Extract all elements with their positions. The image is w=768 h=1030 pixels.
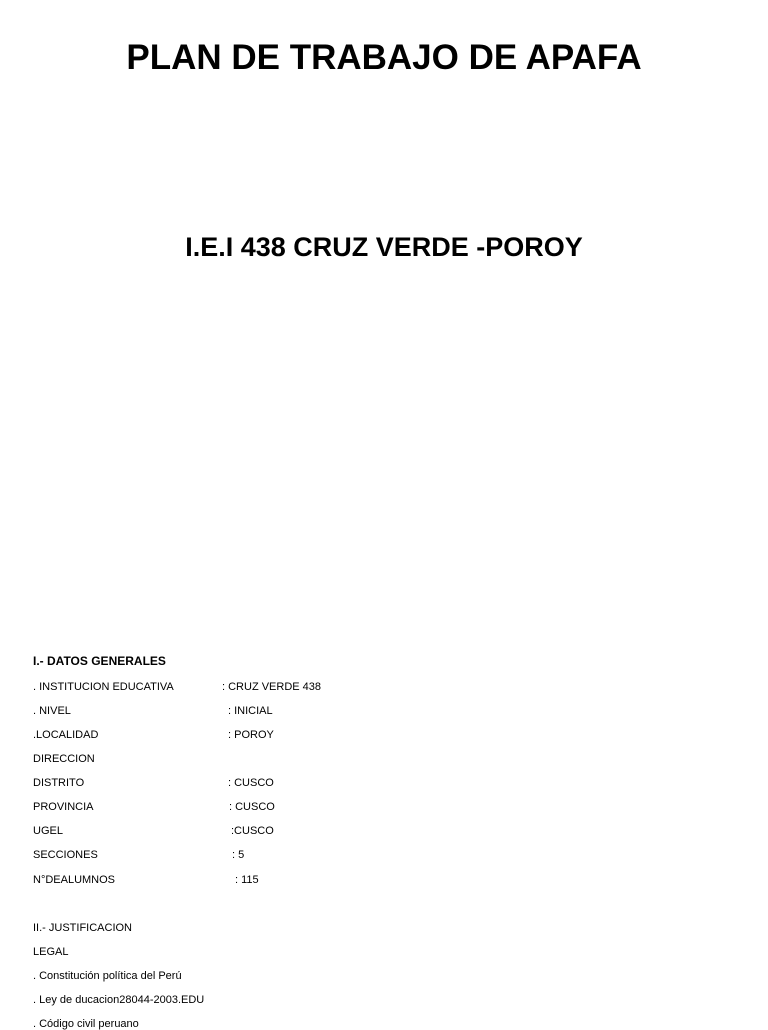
section-heading-datos-generales: I.- DATOS GENERALES <box>33 654 166 668</box>
data-row-label: SECCIONES <box>33 849 98 861</box>
legal-item: . Ley de ducacion28044-2003.EDU <box>33 994 205 1006</box>
legal-item: . Constitución política del Perú <box>33 970 182 982</box>
document-title: PLAN DE TRABAJO DE APAFA <box>126 38 642 77</box>
data-row-label: PROVINCIA <box>33 801 94 813</box>
data-row-value: : CRUZ VERDE 438 <box>222 681 322 693</box>
data-row-label: . NIVEL <box>33 705 71 717</box>
data-row-value: : CUSCO <box>228 777 274 789</box>
data-row-distrito <box>33 777 433 791</box>
data-row-localidad <box>33 729 433 743</box>
data-row-value: : INICIAL <box>228 705 273 717</box>
data-row-direccion <box>33 753 433 767</box>
data-row-label: DIRECCION <box>33 753 95 765</box>
data-row-numero-alumnos <box>33 874 433 888</box>
data-row-ugel <box>33 825 433 839</box>
data-row-value: : POROY <box>228 729 274 741</box>
data-row-value: : CUSCO <box>229 801 275 813</box>
institution-subtitle: I.E.I 438 CRUZ VERDE -POROY <box>185 232 583 262</box>
data-row-nivel <box>33 705 433 719</box>
data-row-institucion <box>33 681 433 695</box>
section-heading-justificacion: II.- JUSTIFICACION <box>33 922 132 934</box>
data-row-value: : 115 <box>235 874 259 886</box>
data-row-label: DISTRITO <box>33 777 85 789</box>
subheading-legal: LEGAL <box>33 946 69 958</box>
data-row-label: .LOCALIDAD <box>33 729 99 741</box>
data-row-label: . INSTITUCION EDUCATIVA <box>33 681 174 693</box>
data-row-value: : 5 <box>232 849 245 861</box>
data-row-value: :CUSCO <box>231 825 274 837</box>
data-row-provincia <box>33 801 433 815</box>
data-row-secciones <box>33 849 433 863</box>
data-row-label: UGEL <box>33 825 63 837</box>
data-row-label: N°DEALUMNOS <box>33 874 116 886</box>
legal-item: . Código civil peruano <box>33 1018 139 1030</box>
